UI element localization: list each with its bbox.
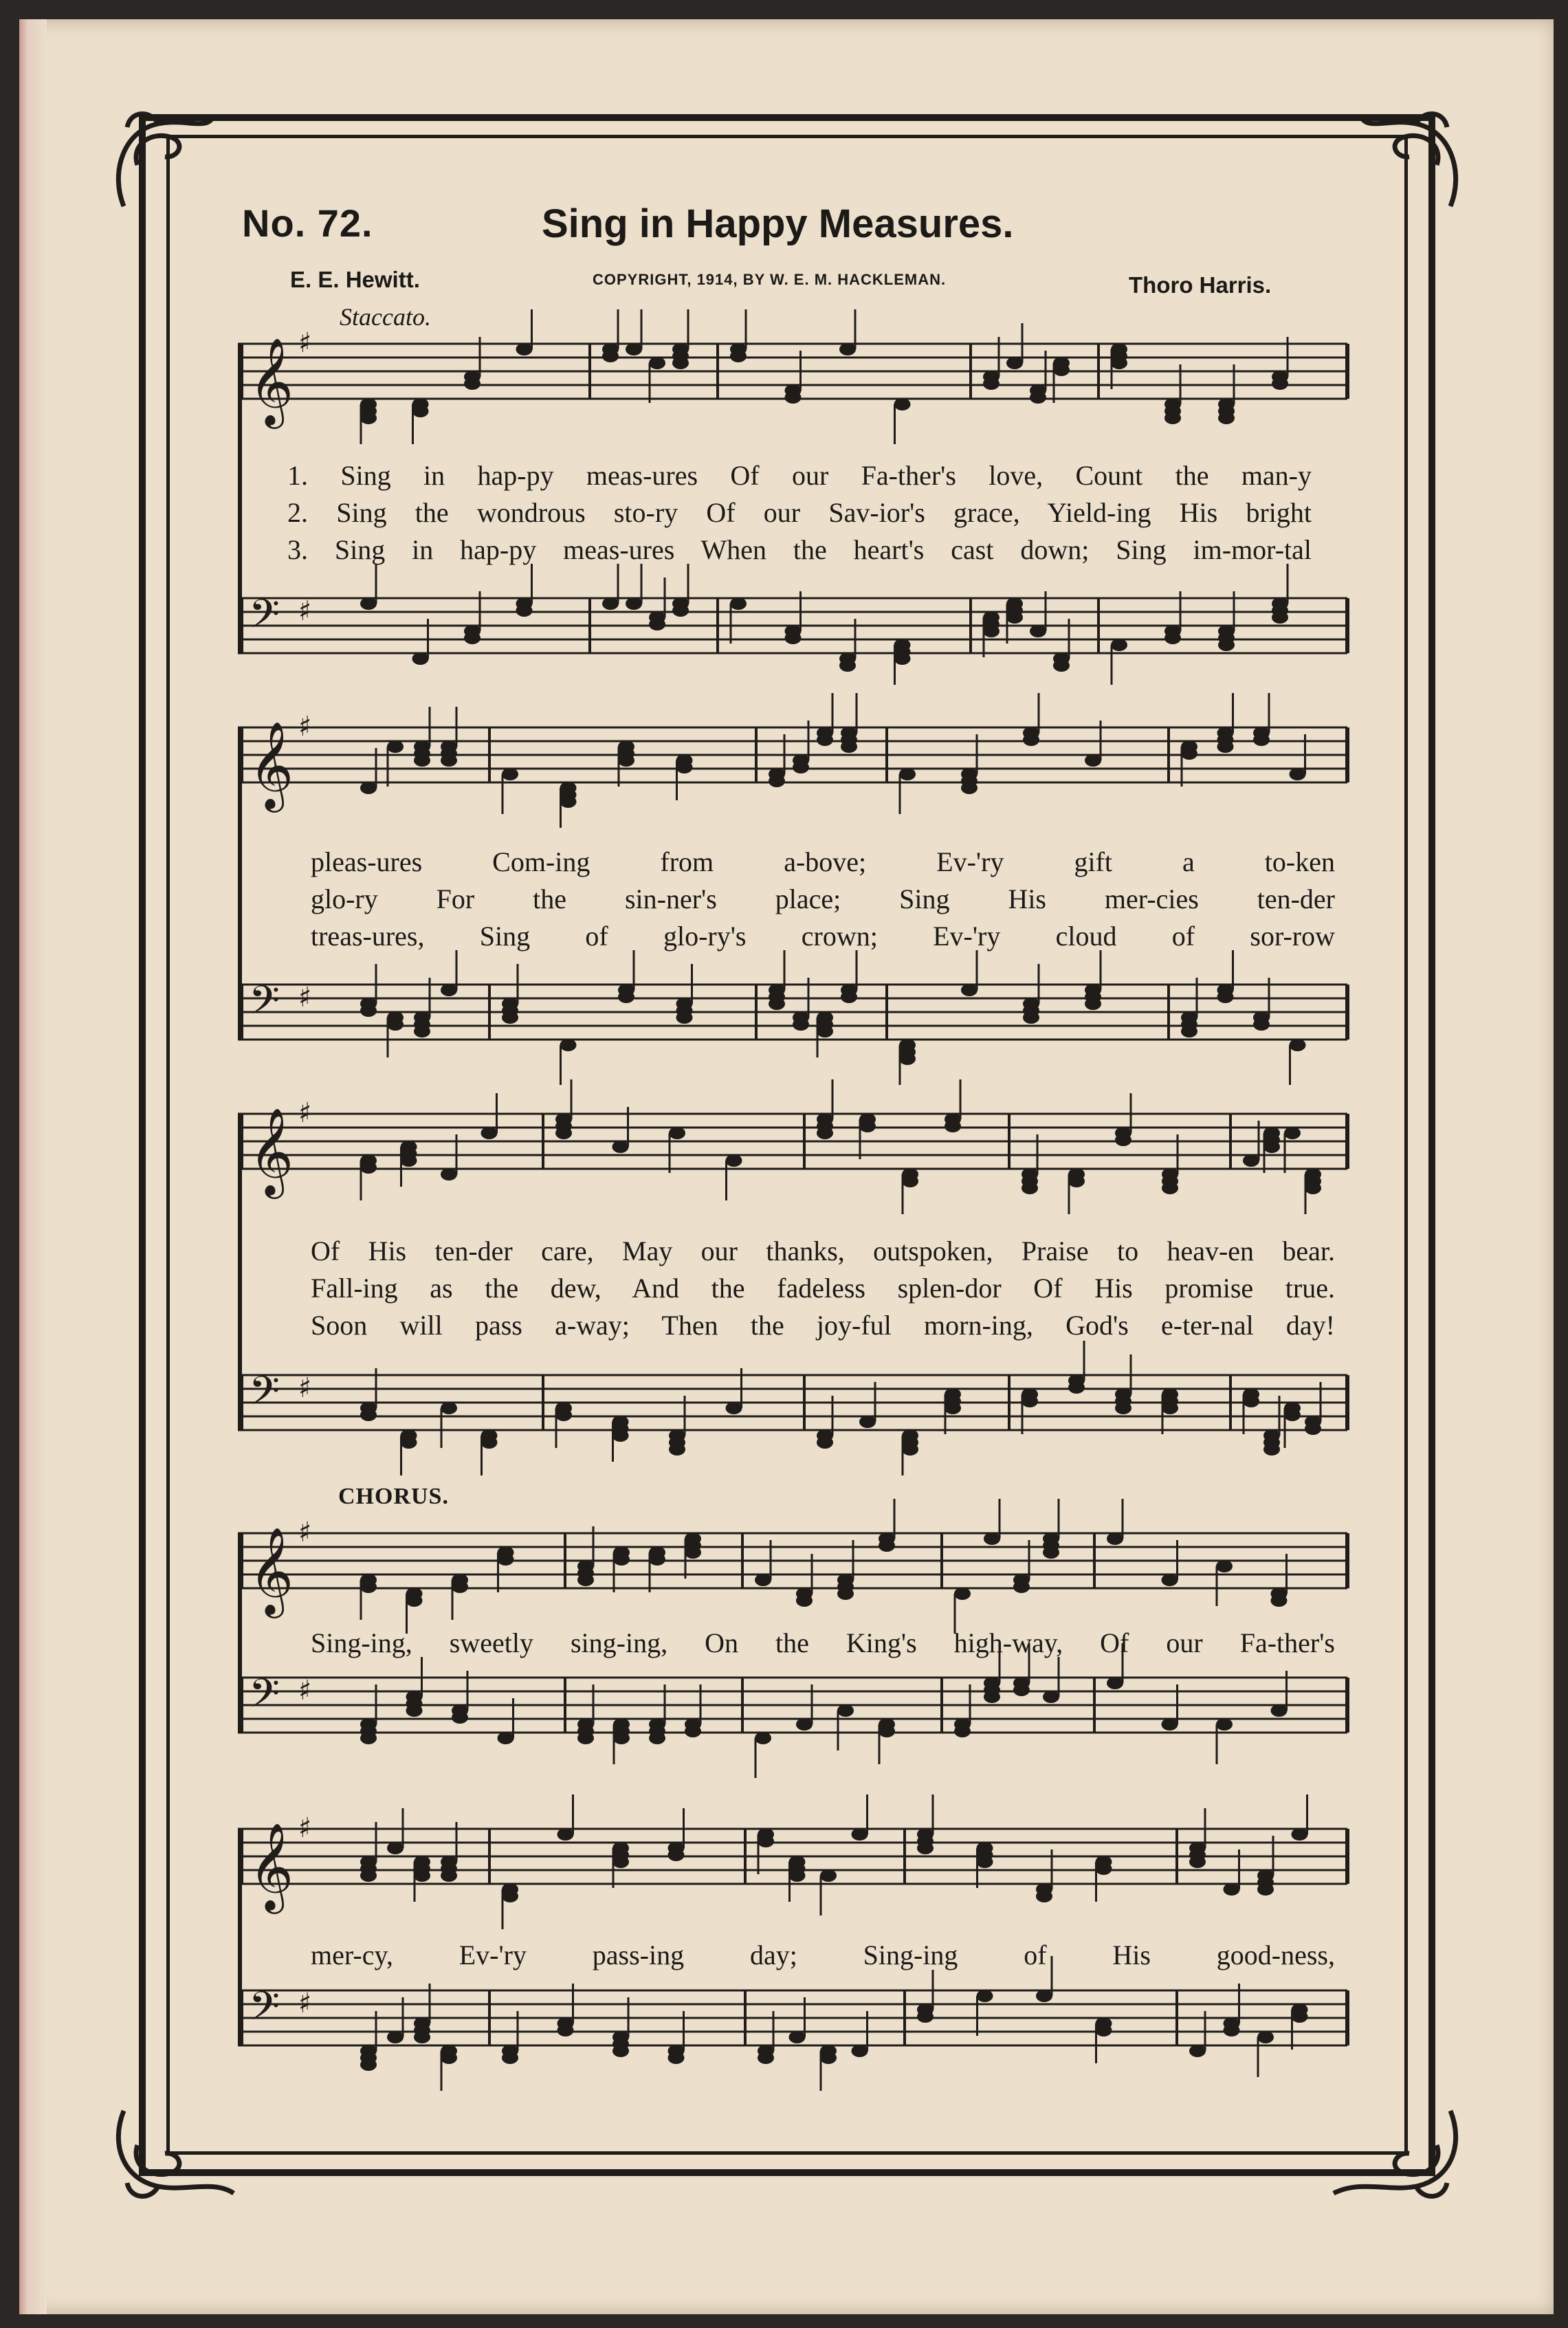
notehead (1053, 659, 1070, 672)
notehead (1023, 734, 1039, 746)
notehead (502, 1890, 518, 1902)
notehead (983, 625, 1000, 637)
notehead (613, 1732, 630, 1744)
notehead (360, 1732, 377, 1744)
notehead (1068, 1175, 1085, 1187)
system-bracket (238, 727, 242, 1040)
ornament-corner-top-left-icon (110, 103, 227, 220)
hymn-composer: Thoro Harris. (1129, 272, 1272, 298)
notehead (401, 1154, 417, 1167)
treble-clef-icon: 𝄞 (249, 337, 294, 425)
notehead (626, 343, 642, 355)
notehead (557, 2024, 574, 2036)
treble-clef-icon: 𝄞 (249, 1526, 294, 1614)
notehead (1115, 1402, 1131, 1414)
notehead (730, 350, 747, 362)
notehead (817, 1127, 833, 1139)
lyric-line: 1. Sing in hap-py meas-ures Of our Fa-ther's love, Count the man-y (287, 460, 1312, 491)
treble-clef-icon: 𝄞 (249, 1107, 294, 1195)
notehead (406, 1594, 423, 1607)
hymn-title: Sing in Happy Measures. (542, 201, 1014, 246)
notehead (1257, 2031, 1274, 2043)
notehead (1217, 740, 1234, 753)
notehead (649, 618, 665, 630)
notehead (917, 1842, 934, 1854)
treble-staff-2 (238, 686, 1354, 837)
notehead (789, 1869, 806, 1882)
notehead (612, 1141, 629, 1153)
notehead (917, 2010, 934, 2023)
notehead (1253, 1018, 1270, 1031)
bass-clef-icon: 𝄢 (249, 591, 280, 647)
hymn-credits (242, 267, 1342, 301)
notehead (730, 597, 747, 610)
treble-staff-5 (238, 1788, 1354, 1939)
notehead (649, 1732, 665, 1744)
notehead (1022, 1182, 1038, 1194)
notehead (961, 782, 978, 794)
key-signature-sharp-icon: ♯ (298, 595, 312, 627)
notehead (1272, 611, 1288, 624)
notehead (1030, 391, 1046, 404)
notehead (902, 1443, 918, 1456)
notehead (1085, 998, 1101, 1010)
notehead (626, 597, 642, 610)
notehead (1181, 747, 1197, 760)
notehead (1263, 1443, 1280, 1456)
notehead (726, 1154, 742, 1167)
notehead (894, 652, 911, 665)
treble-staff-1 (238, 303, 1354, 454)
page-binding-edge (19, 19, 47, 2314)
system-bracket (238, 1829, 242, 2045)
notehead (441, 1869, 457, 1882)
notehead (1036, 1890, 1052, 1902)
notehead (481, 1127, 498, 1139)
lyric-line: pleas-ures Com-ing from a-bove; Ev-'ry gift a to-ken (311, 846, 1335, 877)
notehead (983, 377, 1000, 390)
notehead (1305, 1182, 1321, 1194)
treble-staff-4 (238, 1492, 1354, 1643)
notehead (1292, 2010, 1308, 2023)
notehead (945, 1120, 961, 1132)
ornament-corner-top-right-icon (1347, 103, 1464, 220)
notehead (1013, 1581, 1030, 1593)
notehead (769, 998, 785, 1010)
notehead (613, 1553, 630, 1566)
notehead (618, 754, 634, 767)
notehead (984, 1691, 1000, 1703)
notehead (464, 632, 481, 644)
notehead (685, 1546, 701, 1559)
notehead (602, 597, 619, 610)
notehead (837, 1704, 854, 1717)
notehead (498, 1553, 514, 1566)
bass-staff-4 (238, 1636, 1354, 1788)
notehead (516, 343, 533, 355)
bass-staff-5 (238, 1949, 1354, 2100)
notehead (502, 2052, 518, 2064)
notehead (618, 991, 634, 1003)
notehead (360, 1161, 377, 1174)
notehead (852, 2045, 868, 2057)
notehead (672, 604, 689, 617)
notehead (796, 1594, 813, 1607)
notehead (441, 1168, 457, 1181)
notehead (1271, 1704, 1288, 1717)
notehead (852, 1828, 868, 1841)
hymn-header (242, 201, 1342, 263)
hymn-copyright: COPYRIGHT, 1914, BY W. E. M. HACKLEMAN. (593, 271, 947, 288)
notehead (1162, 1182, 1178, 1194)
notehead (1022, 1395, 1038, 1407)
lyric-line: glo-ry For the sin-ner's place; Sing His mer-cies ten-der (311, 883, 1335, 914)
notehead (560, 795, 577, 808)
notehead (1218, 639, 1235, 651)
notehead (841, 740, 857, 753)
notehead (1162, 1574, 1178, 1586)
notehead (1272, 377, 1288, 390)
notehead (785, 391, 802, 404)
notehead (1043, 1691, 1059, 1703)
treble-clef-icon: 𝄞 (249, 721, 294, 809)
notehead (360, 2058, 377, 2071)
bass-staff-2 (238, 943, 1354, 1095)
notehead (668, 1849, 685, 1861)
notehead (954, 1725, 971, 1737)
key-signature-sharp-icon: ♯ (298, 1675, 312, 1706)
notehead (387, 740, 404, 753)
notehead (1216, 1560, 1233, 1572)
notehead (1189, 2045, 1206, 2057)
notehead (669, 1443, 685, 1456)
bass-staff-1 (238, 557, 1354, 708)
lyric-line: Sing-ing, sweetly sing-ing, On the King's high-way, Of our Fa-ther's (311, 1627, 1335, 1658)
notehead (755, 1574, 771, 1586)
notehead (1107, 1677, 1123, 1689)
notehead (412, 405, 429, 417)
notehead (1243, 1395, 1259, 1407)
notehead (1030, 625, 1046, 637)
notehead (1085, 754, 1101, 767)
notehead (1023, 1011, 1039, 1024)
key-signature-sharp-icon: ♯ (298, 1372, 312, 1404)
notehead (1257, 1883, 1274, 1896)
notehead (557, 1828, 574, 1841)
key-signature-sharp-icon: ♯ (298, 1812, 312, 1844)
bass-clef-icon: 𝄢 (249, 1670, 280, 1726)
notehead (899, 1053, 916, 1065)
notehead (1271, 1594, 1288, 1607)
notehead (1290, 768, 1306, 780)
notehead (1006, 357, 1023, 369)
notehead (1218, 412, 1235, 424)
notehead (859, 1416, 876, 1428)
notehead (387, 2031, 404, 2043)
notehead (441, 984, 457, 996)
notehead (441, 2052, 457, 2064)
treble-clef-icon: 𝄞 (249, 1822, 294, 1910)
notehead (817, 1436, 833, 1449)
notehead (1290, 1039, 1306, 1051)
notehead (649, 357, 665, 369)
notehead (414, 1869, 430, 1882)
bass-clef-icon: 𝄢 (249, 1983, 280, 2039)
notehead (555, 1127, 572, 1139)
notehead (758, 2052, 774, 2064)
notehead (414, 2031, 430, 2043)
notehead (1006, 611, 1023, 624)
notehead (1292, 1828, 1308, 1841)
notehead (977, 1990, 993, 2002)
ornament-corner-bottom-right-icon (1327, 2104, 1464, 2207)
notehead (984, 1533, 1000, 1545)
lyric-line: Fall-ing as the dew, And the fadeless splen-dor Of His promise true. (311, 1273, 1335, 1304)
notehead (789, 2031, 806, 2043)
notehead (899, 768, 916, 780)
lyric-line: 3. Sing in hap-py meas-ures When the heart's cast down; Sing im-mor-tal (287, 534, 1312, 565)
notehead (837, 1588, 854, 1600)
notehead (612, 1856, 629, 1868)
notehead (464, 377, 481, 390)
notehead (1162, 1402, 1178, 1414)
notehead (1224, 2024, 1240, 2036)
notehead (820, 1869, 837, 1882)
notehead (1013, 1684, 1030, 1696)
key-signature-sharp-icon: ♯ (298, 711, 312, 743)
notehead (1305, 1423, 1321, 1435)
notehead (406, 1704, 423, 1717)
key-signature-sharp-icon: ♯ (298, 982, 312, 1013)
notehead (360, 1869, 377, 1882)
notehead (793, 1018, 809, 1031)
notehead (894, 398, 911, 410)
lyric-line: mer-cy, Ev-'ry pass-ing day; Sing-ing of His good-ness, (311, 1940, 1335, 1970)
notehead (481, 1436, 498, 1449)
notehead (1036, 1990, 1052, 2002)
notehead (769, 775, 785, 787)
notehead (360, 1581, 377, 1593)
bass-clef-icon: 𝄢 (249, 1368, 280, 1424)
notehead (1189, 1856, 1206, 1868)
notehead (961, 984, 978, 996)
bass-clef-icon: 𝄢 (249, 977, 280, 1033)
notehead (1111, 639, 1127, 651)
system-bracket (238, 1533, 242, 1733)
notehead (672, 357, 689, 369)
notehead (577, 1732, 594, 1744)
notehead (360, 1409, 377, 1421)
notehead (498, 1732, 514, 1744)
notehead (560, 1039, 577, 1051)
notehead (1284, 1409, 1301, 1421)
notehead (817, 1025, 833, 1037)
hymn-author: E. E. Hewitt. (290, 267, 420, 292)
notehead (412, 652, 429, 665)
notehead (401, 1436, 417, 1449)
notehead (1263, 1141, 1280, 1153)
notehead (1224, 1883, 1240, 1896)
notehead (1253, 734, 1270, 746)
notehead (1107, 1533, 1123, 1545)
lyric-line: treas-ures, Sing of glo-ry's crown; Ev-'ry cloud of sor-row (311, 921, 1335, 952)
notehead (676, 1011, 693, 1024)
notehead (441, 1402, 457, 1414)
notehead (1164, 412, 1181, 424)
notehead (1111, 357, 1127, 369)
notehead (796, 1718, 813, 1731)
notehead (1115, 1134, 1131, 1146)
notehead (502, 1011, 518, 1024)
notehead (839, 659, 856, 672)
tempo-marking: Staccato. (340, 303, 431, 331)
notehead (414, 1025, 430, 1037)
notehead (1043, 1546, 1059, 1559)
notehead (817, 734, 833, 746)
notehead (685, 1725, 701, 1737)
notehead (676, 761, 693, 773)
notehead (1181, 1025, 1197, 1037)
notehead (755, 1732, 771, 1744)
notehead (1217, 991, 1234, 1003)
notehead (1243, 1154, 1259, 1167)
system-bracket (238, 344, 242, 653)
notehead (414, 754, 430, 767)
notehead (758, 1835, 774, 1847)
notehead (577, 1574, 594, 1586)
notehead (841, 991, 857, 1003)
notehead (820, 2052, 837, 2064)
notehead (1053, 364, 1070, 376)
ornament-corner-bottom-left-icon (110, 2104, 241, 2207)
lyric-line: Of His ten-der care, May our thanks, outspoken, Praise to heav-en bear. (311, 1236, 1335, 1266)
chorus-label: CHORUS. (338, 1484, 449, 1509)
notehead (360, 782, 377, 794)
notehead (945, 1402, 961, 1414)
notehead (1164, 632, 1181, 644)
notehead (387, 1842, 404, 1854)
notehead (879, 1539, 895, 1552)
notehead (612, 2045, 629, 2057)
notehead (441, 754, 457, 767)
notehead (360, 597, 377, 610)
key-signature-sharp-icon: ♯ (298, 327, 312, 359)
notehead (839, 343, 856, 355)
lyric-line: 2. Sing the wondrous sto-ry Of our Sav-ior's grace, Yield-ing His bright (287, 497, 1312, 528)
notehead (977, 1856, 993, 1868)
notehead (1068, 1381, 1085, 1394)
notehead (387, 1018, 404, 1031)
notehead (954, 1588, 971, 1600)
bass-staff-3 (238, 1334, 1354, 1485)
notehead (669, 1127, 685, 1139)
notehead (602, 350, 619, 362)
notehead (668, 2052, 685, 2064)
lyric-line: Soon will pass a-way; Then the joy-ful morn-ing, God's e-ter-nal day! (311, 1310, 1335, 1341)
notehead (612, 1429, 629, 1442)
treble-staff-3 (238, 1073, 1354, 1224)
system-bracket (238, 1114, 242, 1430)
notehead (879, 1725, 895, 1737)
notehead (859, 1120, 876, 1132)
notehead (649, 1553, 665, 1566)
notehead (1216, 1718, 1233, 1731)
notehead (360, 1004, 377, 1017)
notehead (452, 1711, 468, 1724)
notehead (902, 1175, 918, 1187)
notehead (516, 604, 533, 617)
key-signature-sharp-icon: ♯ (298, 1517, 312, 1548)
notehead (785, 632, 802, 644)
notehead (360, 412, 377, 424)
notehead (1096, 1863, 1112, 1875)
notehead (502, 768, 518, 780)
notehead (555, 1409, 572, 1421)
notehead (793, 761, 809, 773)
key-signature-sharp-icon: ♯ (298, 1988, 312, 2019)
hymn-number: No. 72. (242, 201, 373, 245)
key-signature-sharp-icon: ♯ (298, 1097, 312, 1129)
notehead (452, 1581, 468, 1593)
notehead (1162, 1718, 1178, 1731)
notehead (726, 1402, 742, 1414)
notehead (1096, 2024, 1112, 2036)
notehead (1284, 1127, 1301, 1139)
